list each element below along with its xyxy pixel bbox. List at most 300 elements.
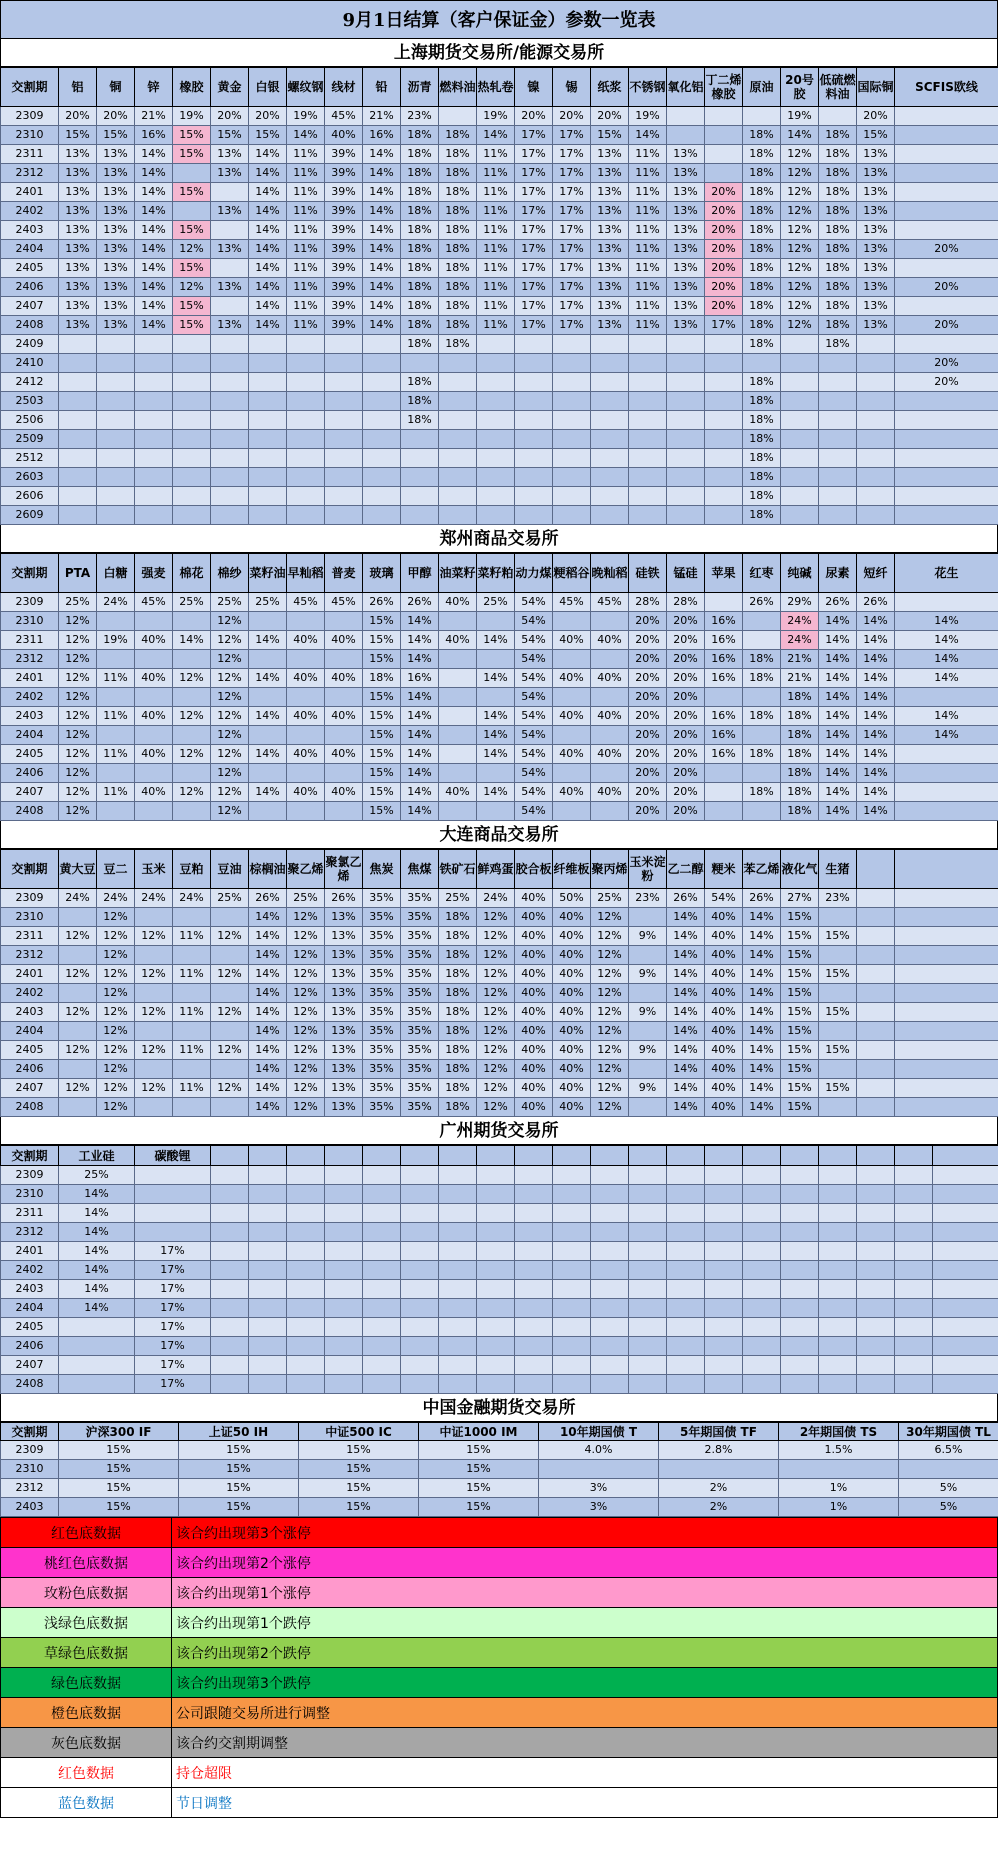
margin-rate-cell (325, 1337, 363, 1356)
margin-rate-cell (933, 1299, 998, 1318)
margin-rate-cell: 18% (439, 297, 477, 316)
margin-rate-cell: 40% (553, 927, 591, 946)
margin-rate-cell: 12% (591, 1098, 629, 1117)
margin-rate-cell: 9% (629, 1079, 667, 1098)
margin-rate-cell (477, 430, 515, 449)
margin-rate-cell (97, 411, 135, 430)
margin-rate-cell (59, 1375, 135, 1394)
delivery-month-cell: 2406 (1, 278, 59, 297)
margin-rate-cell (249, 802, 287, 821)
margin-rate-cell: 20% (97, 107, 135, 126)
margin-rate-cell (705, 487, 743, 506)
margin-rate-cell (553, 650, 591, 669)
column-header: 锌 (135, 68, 173, 107)
margin-rate-cell (59, 411, 97, 430)
margin-rate-cell (97, 430, 135, 449)
margin-rate-cell: 12% (287, 1041, 325, 1060)
delivery-month-cell: 2406 (1, 764, 59, 783)
margin-rate-cell: 16% (705, 707, 743, 726)
legend-description: 该合约出现第3个跌停 (172, 1668, 998, 1698)
column-header: 黄大豆 (59, 850, 97, 889)
margin-rate-cell (135, 335, 173, 354)
margin-rate-cell (135, 411, 173, 430)
margin-rate-cell (591, 802, 629, 821)
margin-rate-cell: 40% (287, 783, 325, 802)
margin-rate-cell: 40% (287, 707, 325, 726)
margin-rate-cell: 14% (249, 1022, 287, 1041)
delivery-month-cell: 2311 (1, 145, 59, 164)
column-header-delivery: 交割期 (1, 1423, 59, 1441)
margin-rate-cell: 18% (743, 259, 781, 278)
margin-rate-cell: 15% (857, 126, 895, 145)
margin-rate-cell (705, 392, 743, 411)
table-row (1, 1223, 998, 1242)
margin-rate-cell (325, 1204, 363, 1223)
margin-rate-cell: 13% (857, 221, 895, 240)
table-row (1, 316, 998, 335)
margin-rate-cell (705, 593, 743, 612)
margin-rate-cell (439, 506, 477, 525)
margin-rate-cell: 14% (667, 984, 705, 1003)
margin-rate-cell: 35% (363, 1098, 401, 1117)
margin-rate-cell (439, 1375, 477, 1394)
margin-rate-cell: 40% (591, 669, 629, 688)
margin-rate-cell (591, 612, 629, 631)
delivery-month-cell: 2310 (1, 1460, 59, 1479)
margin-rate-cell (249, 506, 287, 525)
margin-rate-cell (819, 430, 857, 449)
margin-rate-cell (781, 487, 819, 506)
header-row (1, 850, 998, 889)
legend-description: 该合约出现第2个跌停 (172, 1638, 998, 1668)
column-header (857, 850, 895, 889)
margin-rate-cell: 40% (135, 783, 173, 802)
margin-rate-cell: 12% (135, 1041, 173, 1060)
margin-rate-cell (249, 1337, 287, 1356)
column-header: 铅 (363, 68, 401, 107)
margin-rate-cell (439, 487, 477, 506)
margin-rate-cell (211, 1299, 249, 1318)
margin-rate-cell: 16% (705, 669, 743, 688)
delivery-month-cell: 2312 (1, 164, 59, 183)
margin-rate-cell: 40% (591, 745, 629, 764)
margin-rate-cell: 14% (249, 202, 287, 221)
margin-rate-cell: 13% (59, 316, 97, 335)
margin-rate-cell (211, 354, 249, 373)
margin-rate-cell: 40% (325, 669, 363, 688)
margin-rate-cell (135, 764, 173, 783)
table-row (1, 1079, 998, 1098)
margin-rate-cell: 15% (363, 764, 401, 783)
margin-rate-cell: 18% (743, 650, 781, 669)
margin-rate-cell: 20% (667, 764, 705, 783)
margin-rate-cell: 20% (629, 745, 667, 764)
margin-rate-cell: 25% (59, 1166, 135, 1185)
margin-rate-cell (439, 354, 477, 373)
margin-rate-cell: 18% (439, 316, 477, 335)
margin-rate-cell: 18% (439, 164, 477, 183)
margin-rate-cell: 12% (477, 1060, 515, 1079)
margin-rate-cell: 15% (781, 946, 819, 965)
margin-rate-cell: 40% (515, 908, 553, 927)
margin-rate-cell: 26% (401, 593, 439, 612)
table-row (1, 164, 998, 183)
margin-rate-cell: 18% (743, 335, 781, 354)
margin-rate-cell: 18% (819, 126, 857, 145)
margin-rate-cell: 40% (553, 984, 591, 1003)
delivery-month-cell: 2404 (1, 726, 59, 745)
margin-rate-cell: 40% (705, 946, 743, 965)
margin-rate-cell: 12% (135, 1079, 173, 1098)
margin-rate-cell: 12% (287, 1079, 325, 1098)
margin-rate-cell: 14% (249, 297, 287, 316)
margin-rate-cell: 12% (97, 984, 135, 1003)
margin-rate-cell (249, 1318, 287, 1337)
margin-rate-cell: 18% (439, 126, 477, 145)
legend-row (1, 1698, 998, 1728)
margin-rate-cell (705, 1299, 743, 1318)
margin-rate-cell (325, 1356, 363, 1375)
margin-rate-cell: 12% (135, 965, 173, 984)
margin-rate-cell (629, 430, 667, 449)
margin-rate-cell: 35% (363, 1041, 401, 1060)
margin-rate-cell: 39% (325, 202, 363, 221)
margin-rate-cell: 17% (515, 297, 553, 316)
margin-rate-cell (363, 335, 401, 354)
margin-rate-cell (857, 1356, 895, 1375)
column-header: 焦炭 (363, 850, 401, 889)
margin-rate-cell: 12% (591, 1060, 629, 1079)
margin-rate-cell: 17% (553, 145, 591, 164)
margin-rate-cell: 14% (401, 688, 439, 707)
margin-rate-cell: 12% (591, 927, 629, 946)
margin-rate-cell (515, 506, 553, 525)
margin-rate-cell (629, 1280, 667, 1299)
margin-rate-cell: 14% (249, 707, 287, 726)
margin-rate-cell (553, 1299, 591, 1318)
margin-rate-cell (857, 1261, 895, 1280)
margin-rate-cell: 11% (287, 240, 325, 259)
margin-rate-cell (553, 802, 591, 821)
margin-rate-cell: 14% (135, 183, 173, 202)
margin-rate-cell (629, 1185, 667, 1204)
margin-rate-cell (401, 1318, 439, 1337)
margin-rate-cell (705, 145, 743, 164)
margin-rate-cell: 15% (59, 1479, 179, 1498)
delivery-month-cell: 2309 (1, 593, 59, 612)
margin-rate-cell (819, 506, 857, 525)
column-header (363, 1146, 401, 1166)
margin-rate-cell: 11% (287, 145, 325, 164)
margin-rate-cell: 2% (659, 1479, 779, 1498)
margin-rate-cell: 25% (173, 593, 211, 612)
margin-rate-cell: 13% (591, 240, 629, 259)
margin-rate-cell (439, 411, 477, 430)
margin-rate-cell: 45% (135, 593, 173, 612)
margin-rate-cell: 20% (895, 354, 998, 373)
margin-rate-cell: 18% (819, 221, 857, 240)
margin-rate-cell: 14% (857, 669, 895, 688)
margin-rate-cell (819, 411, 857, 430)
table-row (1, 593, 998, 612)
margin-rate-cell: 13% (857, 259, 895, 278)
margin-rate-cell: 14% (477, 126, 515, 145)
margin-rate-cell: 14% (667, 908, 705, 927)
margin-rate-cell (287, 1280, 325, 1299)
margin-rate-cell: 11% (97, 745, 135, 764)
margin-rate-cell (249, 1204, 287, 1223)
margin-rate-cell (553, 354, 591, 373)
column-header-delivery: 交割期 (1, 68, 59, 107)
margin-rate-cell (629, 487, 667, 506)
margin-rate-cell: 13% (591, 316, 629, 335)
margin-rate-cell (401, 506, 439, 525)
margin-rate-cell (705, 506, 743, 525)
margin-rate-cell: 13% (59, 221, 97, 240)
margin-rate-cell (895, 183, 998, 202)
margin-rate-cell: 14% (249, 221, 287, 240)
margin-rate-cell (781, 1261, 819, 1280)
margin-rate-cell (515, 449, 553, 468)
margin-rate-cell (933, 1356, 998, 1375)
margin-rate-cell: 15% (419, 1460, 539, 1479)
margin-rate-cell (895, 688, 998, 707)
margin-rate-cell (895, 164, 998, 183)
margin-rate-cell (59, 1356, 135, 1375)
margin-rate-cell (97, 764, 135, 783)
margin-rate-cell (211, 1375, 249, 1394)
delivery-month-cell: 2404 (1, 1022, 59, 1041)
margin-rate-cell (895, 1356, 933, 1375)
margin-rate-cell (401, 1223, 439, 1242)
table-row (1, 1356, 998, 1375)
margin-rate-cell: 15% (819, 1041, 857, 1060)
delivery-month-cell: 2503 (1, 392, 59, 411)
margin-rate-cell: 40% (515, 1003, 553, 1022)
margin-rate-cell (325, 373, 363, 392)
margin-rate-cell (553, 1337, 591, 1356)
margin-rate-cell: 5% (899, 1498, 998, 1517)
margin-rate-cell (401, 1185, 439, 1204)
margin-rate-cell (705, 764, 743, 783)
margin-rate-cell (819, 1318, 857, 1337)
margin-rate-cell (59, 1318, 135, 1337)
margin-rate-cell (287, 1337, 325, 1356)
margin-rate-cell (591, 650, 629, 669)
margin-rate-cell: 40% (553, 669, 591, 688)
column-header: 铝 (59, 68, 97, 107)
margin-rate-cell (211, 1098, 249, 1117)
margin-rate-cell: 17% (553, 297, 591, 316)
column-header-delivery: 交割期 (1, 554, 59, 593)
margin-rate-cell: 15% (363, 726, 401, 745)
column-header: 硅铁 (629, 554, 667, 593)
margin-rate-cell (135, 1098, 173, 1117)
margin-rate-cell: 14% (401, 745, 439, 764)
margin-rate-cell: 18% (439, 984, 477, 1003)
margin-rate-cell: 40% (515, 1022, 553, 1041)
margin-rate-cell: 1% (779, 1498, 899, 1517)
table-row (1, 335, 998, 354)
column-header: 普麦 (325, 554, 363, 593)
delivery-month-cell: 2310 (1, 126, 59, 145)
margin-rate-cell: 26% (363, 593, 401, 612)
margin-rate-cell: 40% (325, 783, 363, 802)
margin-rate-cell: 12% (59, 745, 97, 764)
margin-rate-cell: 14% (401, 764, 439, 783)
margin-rate-cell (553, 411, 591, 430)
margin-rate-cell (591, 411, 629, 430)
margin-rate-cell (705, 449, 743, 468)
column-header: 尿素 (819, 554, 857, 593)
margin-rate-cell: 20% (667, 726, 705, 745)
margin-rate-cell (629, 354, 667, 373)
margin-rate-cell: 11% (477, 145, 515, 164)
column-header (249, 1146, 287, 1166)
margin-rate-cell (743, 1337, 781, 1356)
margin-rate-cell: 35% (401, 1041, 439, 1060)
margin-rate-cell: 40% (135, 669, 173, 688)
margin-rate-cell (591, 1280, 629, 1299)
margin-rate-cell: 14% (743, 1079, 781, 1098)
table-row (1, 889, 998, 908)
margin-rate-cell (325, 802, 363, 821)
margin-rate-cell (287, 802, 325, 821)
margin-rate-cell: 9% (629, 1041, 667, 1060)
margin-rate-cell (553, 1242, 591, 1261)
margin-rate-cell (743, 726, 781, 745)
margin-rate-cell: 12% (59, 783, 97, 802)
margin-rate-cell (895, 126, 998, 145)
margin-rate-cell (819, 1337, 857, 1356)
margin-rate-cell (895, 965, 998, 984)
margin-rate-cell: 20% (667, 650, 705, 669)
margin-rate-cell (591, 430, 629, 449)
margin-rate-cell: 13% (857, 278, 895, 297)
margin-rate-cell: 18% (743, 240, 781, 259)
margin-rate-cell: 11% (629, 240, 667, 259)
margin-rate-cell: 13% (97, 278, 135, 297)
margin-rate-cell (439, 669, 477, 688)
margin-rate-cell: 18% (439, 240, 477, 259)
column-header: 30年期国债 TL (899, 1423, 998, 1441)
margin-rate-cell (59, 392, 97, 411)
header-row (1, 1146, 998, 1166)
column-header: 粳稻谷 (553, 554, 591, 593)
margin-rate-cell (439, 612, 477, 631)
margin-rate-cell (211, 1280, 249, 1299)
margin-rate-cell: 40% (515, 1079, 553, 1098)
margin-rate-cell: 14% (363, 259, 401, 278)
margin-rate-cell (173, 392, 211, 411)
margin-rate-cell (515, 411, 553, 430)
margin-rate-cell: 14% (135, 316, 173, 335)
margin-rate-cell (135, 392, 173, 411)
delivery-month-cell: 2312 (1, 1223, 59, 1242)
margin-rate-cell (477, 449, 515, 468)
margin-rate-cell (287, 354, 325, 373)
margin-rate-cell (363, 506, 401, 525)
legend-description: 该合约出现第3个涨停 (172, 1518, 998, 1548)
margin-rate-cell: 12% (591, 984, 629, 1003)
margin-rate-cell (743, 1280, 781, 1299)
column-header: 棉纱 (211, 554, 249, 593)
margin-rate-cell: 11% (629, 259, 667, 278)
legend-key: 灰色底数据 (1, 1728, 172, 1758)
column-header: 胶合板 (515, 850, 553, 889)
margin-rate-cell: 40% (705, 1098, 743, 1117)
margin-rate-cell (667, 335, 705, 354)
margin-rate-cell (895, 145, 998, 164)
margin-rate-cell (439, 1166, 477, 1185)
column-header: 玻璃 (363, 554, 401, 593)
column-header (743, 1146, 781, 1166)
margin-rate-cell: 15% (97, 126, 135, 145)
margin-rate-cell (553, 487, 591, 506)
margin-rate-cell (895, 946, 998, 965)
margin-rate-cell: 17% (553, 164, 591, 183)
margin-rate-cell: 40% (325, 745, 363, 764)
margin-rate-cell (553, 506, 591, 525)
margin-rate-cell (363, 1185, 401, 1204)
margin-rate-cell: 14% (59, 1204, 135, 1223)
margin-rate-cell: 23% (629, 889, 667, 908)
margin-rate-cell (173, 430, 211, 449)
margin-rate-cell: 14% (135, 240, 173, 259)
margin-rate-cell: 17% (135, 1299, 211, 1318)
margin-rate-cell: 12% (287, 908, 325, 927)
margin-rate-cell: 14% (819, 631, 857, 650)
header-row (1, 1423, 998, 1441)
margin-rate-cell: 11% (287, 164, 325, 183)
column-header: 菜籽油 (249, 554, 287, 593)
margin-rate-cell: 11% (629, 202, 667, 221)
margin-rate-cell: 39% (325, 316, 363, 335)
delivery-month-cell: 2408 (1, 802, 59, 821)
margin-rate-cell (515, 487, 553, 506)
margin-rate-cell (439, 707, 477, 726)
margin-rate-cell: 9% (629, 965, 667, 984)
margin-rate-cell (439, 1242, 477, 1261)
margin-rate-cell: 18% (401, 297, 439, 316)
margin-rate-cell (895, 107, 998, 126)
margin-rate-cell (439, 373, 477, 392)
margin-rate-cell: 14% (477, 707, 515, 726)
margin-rate-cell (401, 430, 439, 449)
margin-rate-cell: 40% (705, 1041, 743, 1060)
margin-rate-cell: 13% (857, 240, 895, 259)
column-header: 铁矿石 (439, 850, 477, 889)
margin-rate-cell: 40% (705, 1022, 743, 1041)
margin-rate-cell: 20% (629, 802, 667, 821)
margin-rate-cell: 13% (59, 278, 97, 297)
margin-rate-cell (59, 449, 97, 468)
margin-rate-cell (325, 506, 363, 525)
margin-rate-cell (857, 392, 895, 411)
margin-rate-cell: 50% (553, 889, 591, 908)
margin-rate-cell (477, 1242, 515, 1261)
margin-rate-cell (477, 650, 515, 669)
margin-rate-cell: 12% (211, 631, 249, 650)
margin-rate-cell: 13% (591, 202, 629, 221)
margin-rate-cell: 11% (173, 1003, 211, 1022)
margin-rate-cell: 45% (287, 593, 325, 612)
margin-rate-cell (211, 221, 249, 240)
margin-rate-cell: 14% (249, 1003, 287, 1022)
delivery-month-cell: 2405 (1, 259, 59, 278)
margin-rate-cell (705, 107, 743, 126)
margin-rate-cell (97, 449, 135, 468)
